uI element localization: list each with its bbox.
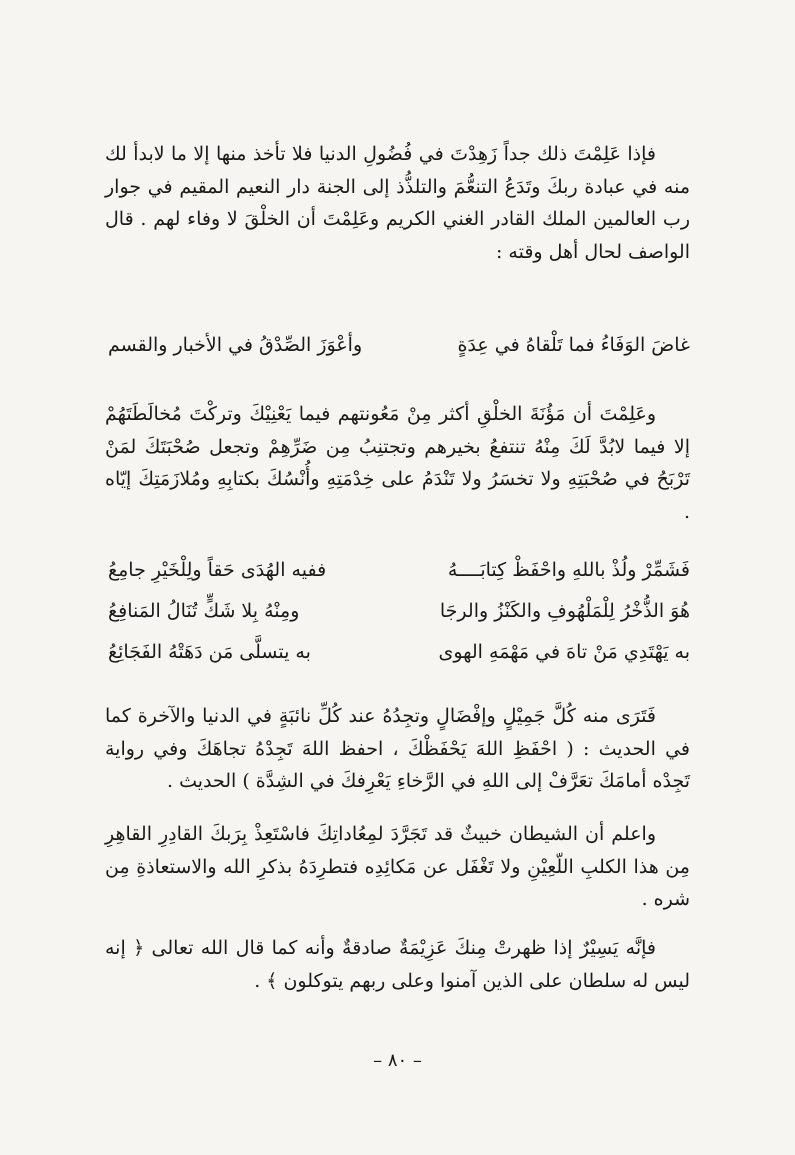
poem-hemistich-left: ومِنْهُ بِلا شَكٍّ تُنَالُ المَنافِعُ	[108, 600, 300, 622]
paragraph-2: وعَلِمْتَ أن مَؤُنَةَ الخلْقِ أكثر مِنْ مَعُونتهم فيما يَعْنِيْكَ وتركْتَ مُخالَطَتَهُمْ إلا فيما لابُدَّ لَكَ مِنْهُ تنتفعُ بخيرهم وتجتنِبُ مِن ضَرِّهِمْ وتجعل صُحْبَتَكَ لمَنْ تَرْبَحُ في صُحْبَتِهِ ولا تخسَرُ ولا تَنْدَمُ على خِدْمَتِهِ وأُنْسُكَ بكتابِهِ ومُلازَمَتِكَ إيّاه .	[105, 403, 690, 523]
paragraph-3: فَتَرَى منه كُلَّ جَمِيْلٍ وإفْضَالٍ وتجِدُهُ عند كُلِّ نائبَةٍ في الدنيا والآخرة كما في الحديث : ( احْفَظِ اللهَ يَحْفَظْكَ ، احفظ اللهَ تَجِدْهُ تجاهَكَ وفي رواية تَجِدْه أمامَكَ تعَرَّفْ إلى اللهِ في الرَّخاءِ يَعْرِفكَ في الشِدَّة ) الحديث .	[105, 705, 690, 792]
poem-line-2	[108, 596, 690, 626]
poem-line-1	[108, 555, 690, 585]
poem-hemistich-right: به يَهْتَدِي مَنْ تاهَ في مَهْمَهِ الهوى	[438, 641, 690, 663]
poem-hemistich-right: هُوَ الذُّخْرُ لِلْمَلْهُوفِ والكَنْزُ والرجَا	[439, 600, 690, 622]
verse-hemistich-right: غاضَ الوَفَاءُ فما تَلْقاهُ في عِدَةٍ	[457, 334, 690, 356]
paragraph-4: واعلم أن الشيطان خبيثٌ قد تَجَرَّدَ لمِعُاداتِكَ فاسْتَعِذْ بِرَبكَ القادِرِ القاهِرِ مِن هذا الكلبِ اللّعِيْنِ ولا تَغْفَل عن مَكائِدِه فتطرِدَهُ بذكرِ الله والاستعاذةِ مِن شره .	[105, 823, 690, 910]
paragraph-1: فإذا عَلِمْتَ ذلك جداً زَهِدْتَ في فُضُولِ الدنيا فلا تأخذ منها إلا ما لابدأ لك منه في عبادة ربكَ وتَدَعُ التنعُّمَ والتلذُّذ إلى الجنة دار النعيم المقيم في جوار رب العالمين الملك القادر الغني الكريم وعَلِمْتَ أن الخلْقَ لا وفاء لهم . قال الواصف لحال أهل وقته :	[105, 143, 690, 263]
verse-hemistich-left: وأعْوَزَ الصِّدْقُ في الأخبار والقسم	[108, 334, 363, 356]
verse-line-1	[108, 330, 690, 360]
poem-line-3	[108, 637, 690, 667]
poem-hemistich-right: فَشَمِّرْ ولُذْ باللهِ واحْفَظْ كِتابَــــهُ	[447, 559, 690, 581]
page-number: – ٨٠ –	[373, 1050, 422, 1071]
paragraph-5: فإنَّه يَسِيْرٌ إذا ظهرتْ مِنكَ عَزِيْمَةٌ صادقةٌ وأنه كما قال الله تعالى ﴿ إنه ليس له سلطان على الذين آمنوا وعلى ربهم يتوكلون ﴾ .	[105, 937, 690, 992]
poem-hemistich-left: ففيه الهُدَى حَقاً ولِلْخَيْرِ جامِعُ	[108, 559, 327, 581]
poem-hemistich-left: به يتسلَّى مَن دَهَتْهُ الفَجَائِعُ	[108, 641, 311, 663]
